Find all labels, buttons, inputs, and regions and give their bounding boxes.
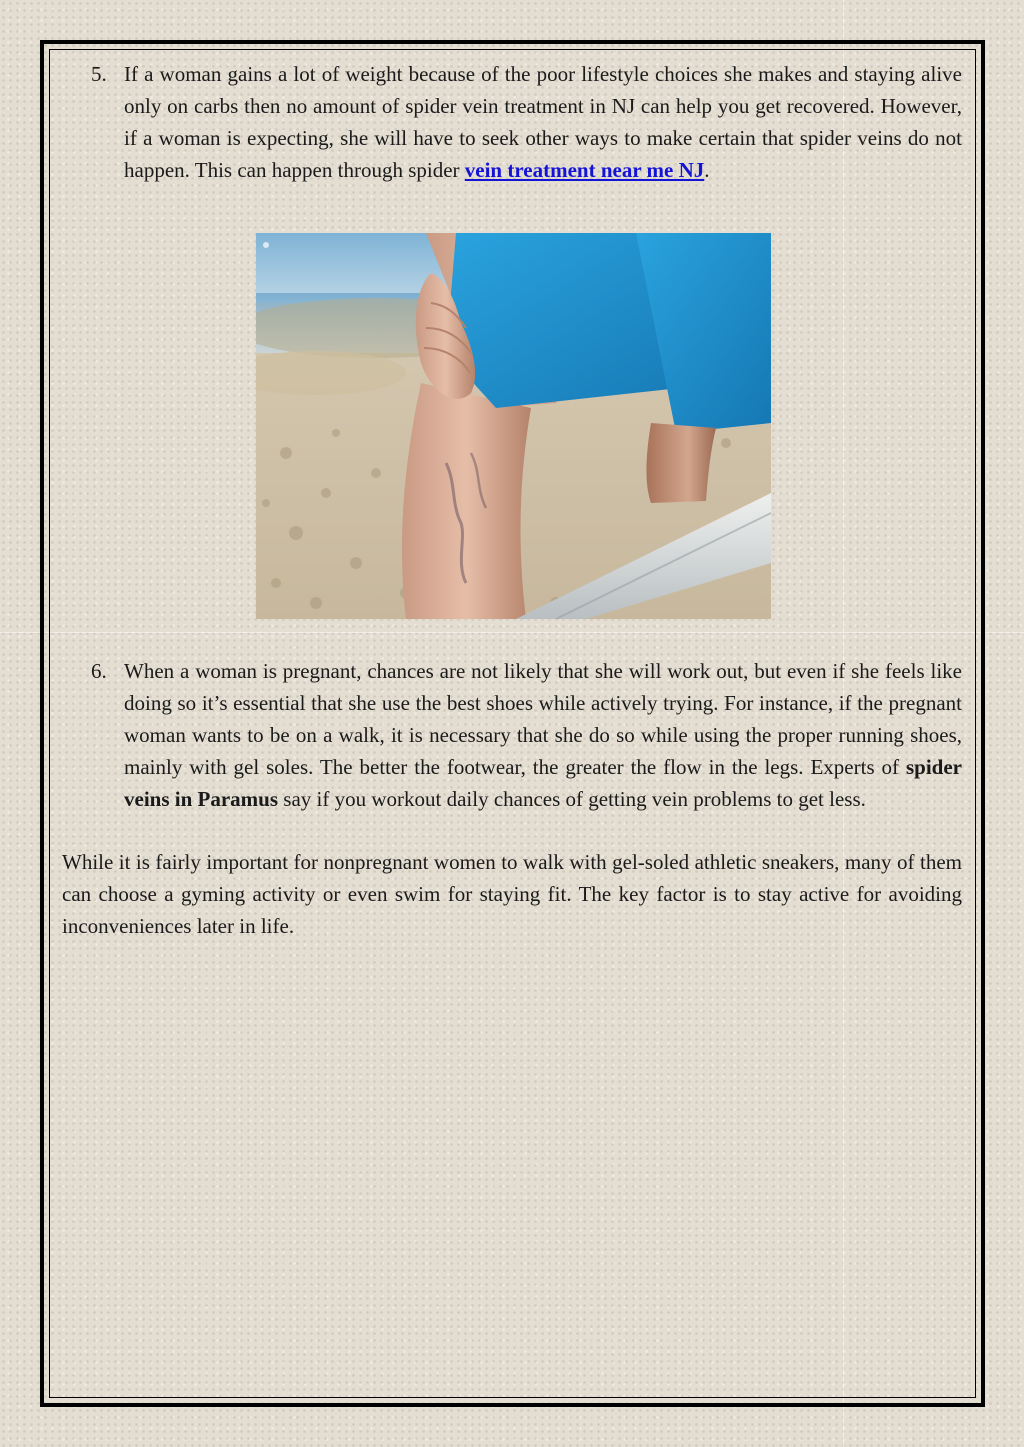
paragraph-text-end: . <box>704 158 710 182</box>
leg-veins-photo <box>256 233 771 619</box>
bold-keyword: spider veins in Paramus <box>124 755 962 811</box>
spacer <box>62 619 962 655</box>
paragraph-text: If a woman gains a lot of weight because of the poor lifestyle choices she makes and staying alive only on carbs then no amount of spider vein treatment in NJ can help you get recovered. However, if a woman is expecting, she will have to seek other ways to make certain that spider veins do not happen. This can happen through spider <box>124 62 962 182</box>
closing-paragraph: While it is fairly important for nonpregnant women to walk with gel-soled athletic sneakers, many of them can choose a gyming activity or even swim for staying fit. The key factor is to stay active for avoiding inconveniences later in life. <box>62 850 962 938</box>
photo-illustration <box>256 233 771 619</box>
list-number: 6. <box>91 659 107 683</box>
vein-treatment-link[interactable]: vein treatment near me NJ <box>464 158 705 182</box>
list-item-6 <box>62 655 962 815</box>
list-item-5 <box>62 58 962 186</box>
list-number: 5. <box>91 62 107 86</box>
paragraph-text-end: say if you workout daily chances of getting vein problems to get less. <box>278 787 866 811</box>
document-body <box>62 58 962 963</box>
paragraph-text: When a woman is pregnant, chances are not likely that she will work out, but even if she feels like doing so it’s essential that she use the best shoes while actively trying. For instance, if the pregnant woman wants to be on a walk, it is necessary that she do so while using the proper running shoes, mainly with gel soles. The better the footwear, the greater the flow in the legs. Experts of <box>124 659 962 779</box>
